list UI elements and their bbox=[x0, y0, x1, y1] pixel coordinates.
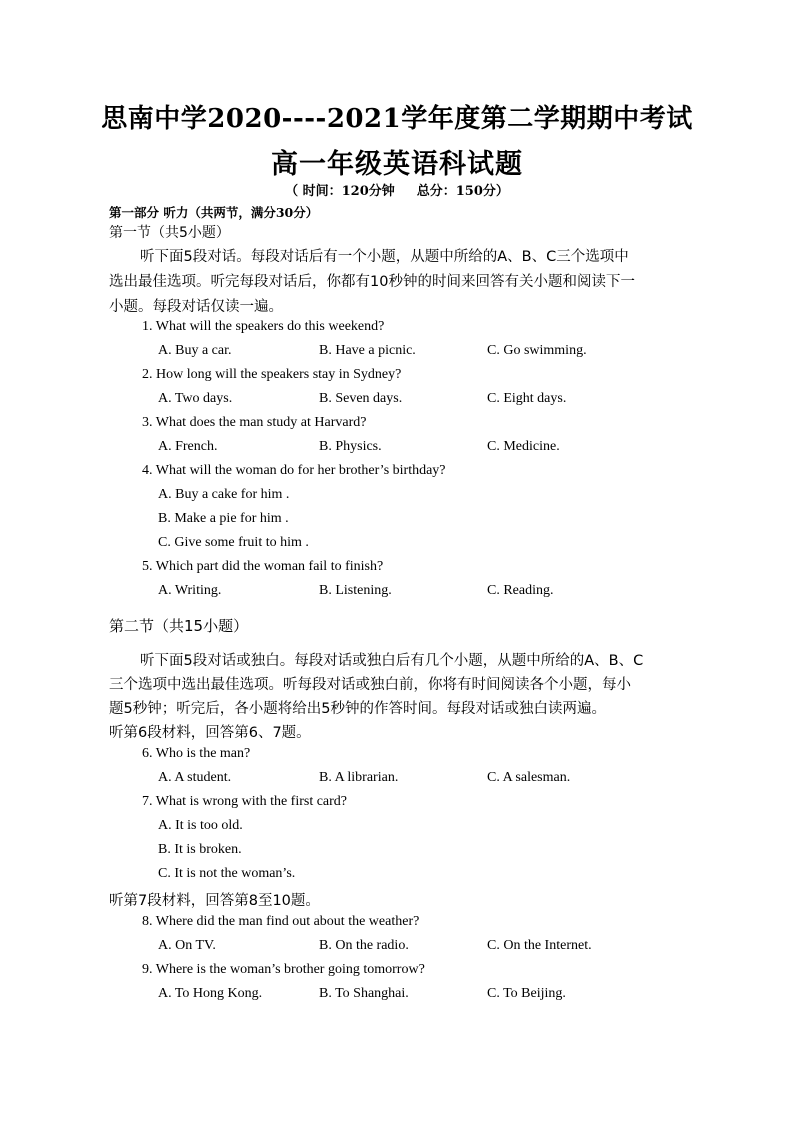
question-stem: 6. Who is the man? bbox=[142, 746, 251, 761]
section1-instruction-line: 听下面5段对话。每段对话后有一个小题，从题中所给的A、B、C三个选项中 bbox=[140, 249, 629, 265]
section2-instruction-line: 题5秒钟；听完后，各小题将给出5秒钟的作答时间。每段对话或独白读两遍。 bbox=[109, 701, 606, 717]
time-score-line bbox=[0, 180, 794, 199]
option-b: B. Make a pie for him . bbox=[158, 511, 289, 526]
section2-instruction-line: 听下面5段对话或独白。每段对话或独白后有几个小题，从题中所给的A、B、C bbox=[140, 653, 644, 669]
option-b: B. To Shanghai. bbox=[319, 986, 409, 1001]
question-stem: 1. What will the speakers do this weekend? bbox=[142, 319, 385, 334]
option-b: B. A librarian. bbox=[319, 770, 399, 785]
section2-heading: 第二节（共15小题） bbox=[109, 617, 249, 635]
option-a: A. Buy a car. bbox=[158, 343, 232, 358]
question-stem: 9. Where is the woman’s brother going tomorrow? bbox=[142, 962, 425, 977]
section1-instruction-line: 选出最佳选项。听完每段对话后，你都有10秒钟的时间来回答有关小题和阅读下一 bbox=[109, 274, 635, 290]
option-c: C. A salesman. bbox=[487, 770, 571, 785]
option-c: C. Medicine. bbox=[487, 439, 560, 454]
option-a: A. On TV. bbox=[158, 938, 216, 953]
option-c: C. On the Internet. bbox=[487, 938, 592, 953]
option-c: C. To Beijing. bbox=[487, 986, 566, 1001]
option-a: A. It is too old. bbox=[158, 818, 243, 833]
exam-title: 思南中学2020----2021学年度第二学期期中考试 bbox=[101, 104, 693, 134]
section1-instruction-line: 小题。每段对话仅读一遍。 bbox=[109, 299, 283, 315]
option-b: B. On the radio. bbox=[319, 938, 409, 953]
time-label: （ 时间：120分钟 bbox=[285, 184, 395, 199]
exam-subtitle: 高一年级英语科试题 bbox=[271, 149, 523, 180]
option-c: C. Eight days. bbox=[487, 391, 567, 406]
question-stem: 2. How long will the speakers stay in Sydney? bbox=[142, 367, 402, 382]
material-heading: 听第7段材料，回答第8至10题。 bbox=[109, 893, 320, 909]
part1-heading: 第一部分 听力（共两节，满分30分） bbox=[109, 205, 319, 220]
option-a: A. A student. bbox=[158, 770, 232, 785]
option-a: A. Buy a cake for him . bbox=[158, 487, 290, 502]
option-c: C. Reading. bbox=[487, 583, 554, 598]
option-c: C. Give some fruit to him . bbox=[158, 535, 309, 550]
option-b: B. It is broken. bbox=[158, 842, 242, 857]
material-heading: 听第6段材料，回答第6、7题。 bbox=[109, 725, 311, 741]
option-a: A. To Hong Kong. bbox=[158, 986, 263, 1001]
question-stem: 3. What does the man study at Harvard? bbox=[142, 415, 367, 430]
option-a: A. Two days. bbox=[158, 391, 233, 406]
question-stem: 8. Where did the man find out about the weather? bbox=[142, 914, 420, 929]
option-b: B. Have a picnic. bbox=[319, 343, 416, 358]
score-label: 总分：150分） bbox=[416, 184, 509, 199]
option-b: B. Seven days. bbox=[319, 391, 403, 406]
question-stem: 4. What will the woman do for her brother’s birthday? bbox=[142, 463, 446, 478]
option-b: B. Listening. bbox=[319, 583, 392, 598]
option-b: B. Physics. bbox=[319, 439, 382, 454]
option-a: A. French. bbox=[158, 439, 218, 454]
section2-instruction-line: 三个选项中选出最佳选项。听每段对话或独白前，你将有时间阅读各个小题，每小 bbox=[109, 677, 631, 693]
question-stem: 5. Which part did the woman fail to finish? bbox=[142, 559, 384, 574]
option-c: C. It is not the woman’s. bbox=[158, 866, 296, 881]
section1-heading: 第一节（共5小题） bbox=[109, 225, 230, 241]
question-stem: 7. What is wrong with the first card? bbox=[142, 794, 348, 809]
option-c: C. Go swimming. bbox=[487, 343, 587, 358]
option-a: A. Writing. bbox=[158, 583, 222, 598]
